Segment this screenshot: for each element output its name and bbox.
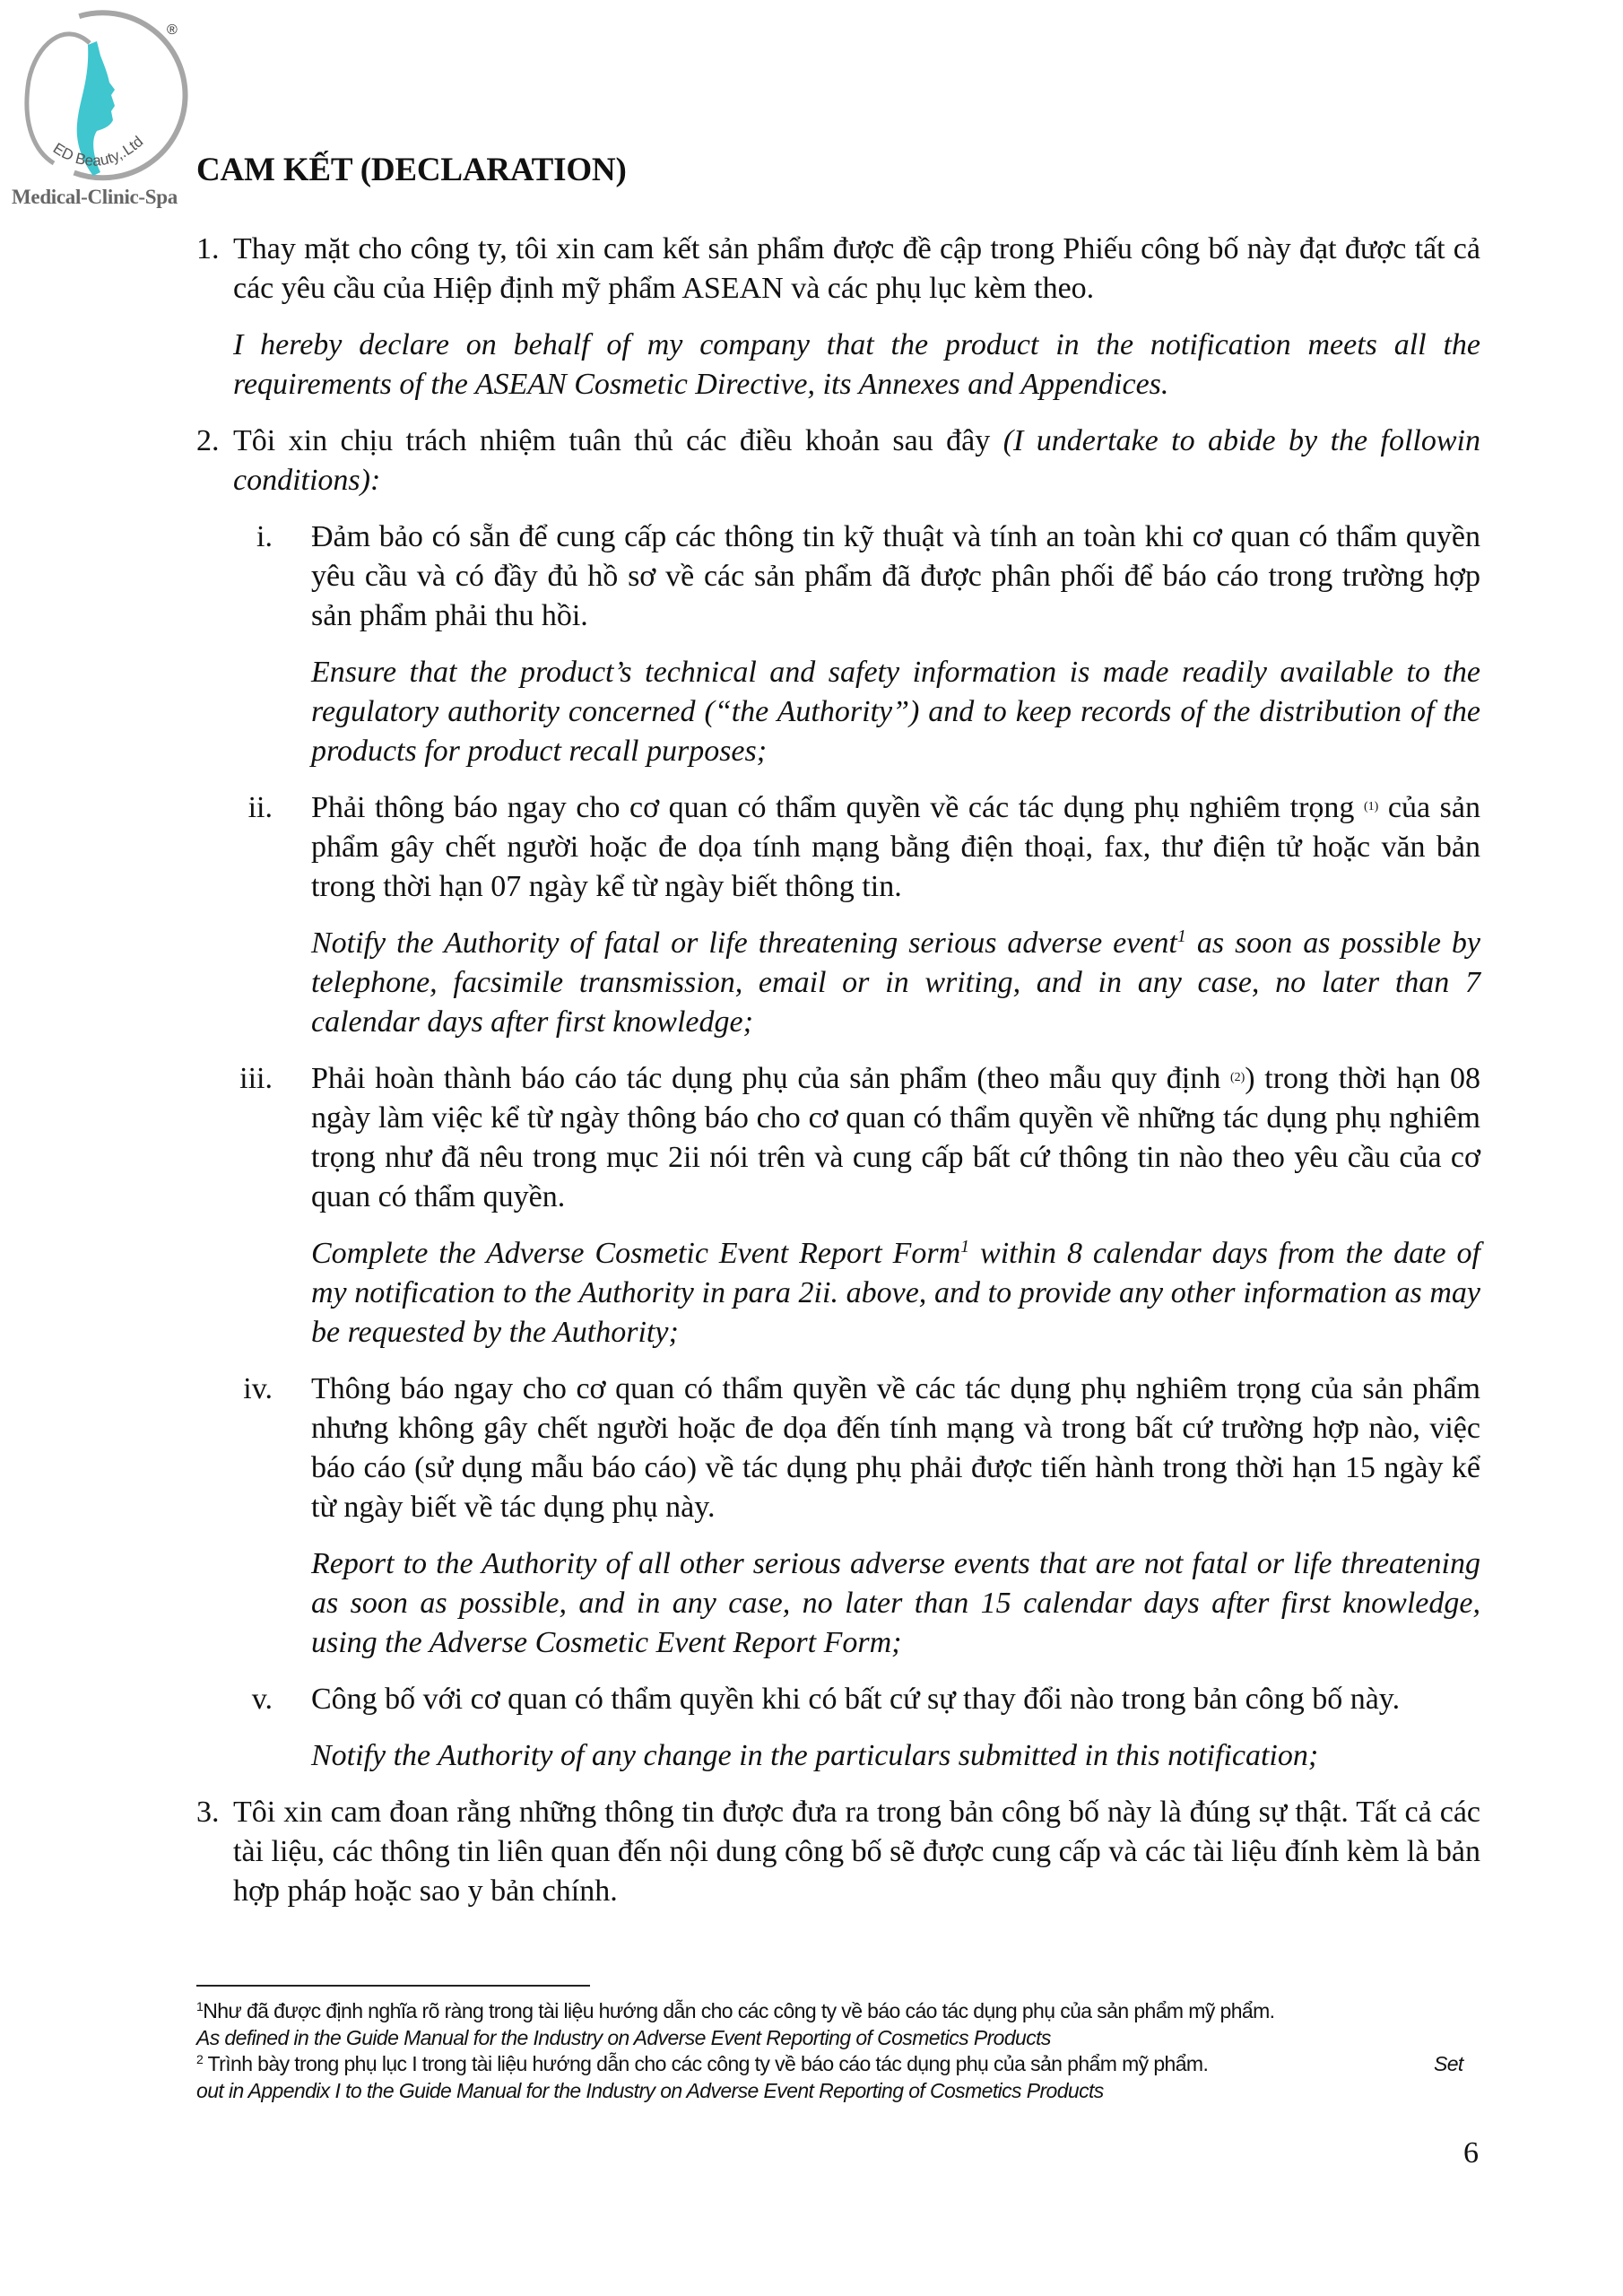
text-part: Phải thông báo ngay cho cơ quan có thẩm quyền về các tác dụng phụ nghiêm trọng (311, 791, 1365, 824)
logo-caption: Medical-Clinic-Spa (12, 186, 178, 208)
item-text-vi: Thay mặt cho công ty, tôi xin cam kết sản phẩm được đề cập trong Phiếu công bố này đạt được tất cả các yêu cầu của Hiệp định mỹ phẩm ASEAN và các phụ lục kèm theo. (233, 232, 1480, 305)
company-logo (0, 0, 206, 215)
sub-item-text-vi (311, 788, 1480, 907)
item-text-vi: Tôi xin chịu trách nhiệm tuân thủ các điều khoản sau đây (233, 424, 1003, 457)
footnotes (196, 1998, 1479, 2104)
footnote-1-vi (196, 1998, 1479, 2025)
footnote-1-en: As defined in the Guide Manual for the Industry on Adverse Event Reporting of Cosmetics Products (196, 2025, 1051, 2049)
sub-item-text-vi: Công bố với cơ quan có thẩm quyền khi có bất cứ sự thay đổi nào trong bản công bố này. (311, 1683, 1401, 1716)
item-text-en: (I undertake to abide by the followin conditions): (233, 424, 1481, 497)
declaration-item-3 (196, 1793, 1480, 1928)
text-part: Notify the Authority of fatal or life threatening serious adverse event (311, 926, 1177, 960)
item-text-vi: Tôi xin cam đoan rằng những thông tin được đưa ra trong bản công bố này là đúng sự thật. Tất cả các tài liệu, các thông tin liên quan đến nội dung công bố sẽ được cung cấp và các tài liệu đính kèm là bản hợp pháp hoặc sao y bản chính. (233, 1796, 1480, 1908)
item-text-en: I hereby declare on behalf of my company that the product in the notification meets all the requirements of the ASEAN Cosmetic Directive, its Annexes and Appendices. (233, 328, 1480, 401)
sub-item-iii (233, 1059, 1480, 1370)
sub-item-text-vi: Đảm bảo có sẵn để cung cấp các thông tin kỹ thuật và tính an toàn khi cơ quan có thẩm quyền yêu cầu và có đầy đủ hồ sơ về các sản phẩm đã được phân phối để báo cáo trong trường hợp sản phẩm phải thu hồi. (311, 520, 1480, 632)
svg-text:®: ® (167, 22, 178, 38)
logo-brand-text: ED Beauty,.Ltd (49, 133, 147, 170)
sub-item-text-en (311, 924, 1480, 1042)
sub-item-number: iv. (243, 1372, 273, 1405)
svg-text:ED Beauty,.Ltd (50, 133, 146, 170)
text-part: Phải hoàn thành báo cáo tác dụng phụ của sản phẩm (theo mẫu quy định (311, 1062, 1230, 1095)
footnote-text: Trình bày trong phụ lục I trong tài liệu hướng dẫn cho các công ty về báo cáo tác dụng phụ của sản phẩm mỹ phẩm. (203, 2052, 1209, 2076)
sub-item-text-en (311, 1234, 1480, 1352)
page-title: CAM KẾT (DECLARATION) (196, 152, 627, 188)
text-part: của sản phẩm gây chết người hoặc đe dọa tính mạng bằng điện thoại, fax, thư điện tử hoặc văn bản trong thời hạn 07 ngày kể từ ngày biết thông tin. (311, 791, 1480, 903)
sub-item-text-vi (311, 1059, 1480, 1217)
footnote-ref: (1) (1364, 800, 1379, 813)
item-number: 1. (196, 232, 220, 265)
footnote-text: Như đã được định nghĩa rõ ràng trong tài liệu hướng dẫn cho các công ty về báo cáo tác dụng phụ của sản phẩm mỹ phẩm. (203, 1999, 1275, 2022)
footnote-ref: 1 (960, 1237, 970, 1257)
text-part: ) trong thời hạn 08 ngày làm việc kể từ ngày thông báo cho cơ quan có thẩm quyền về những tác dụng phụ nghiêm trọng như đã nêu trong mục 2ii nói trên và cung cấp bất cứ thông tin nào theo yêu cầu của cơ quan có thẩm quyền. (311, 1062, 1481, 1213)
footnote-ref: 1 (1176, 926, 1186, 946)
declaration-item-1 (196, 230, 1480, 422)
footnote-separator (196, 1985, 590, 1987)
page-number: 6 (1463, 2136, 1479, 2170)
sub-item-number: i. (256, 520, 273, 553)
sub-item-number: ii. (247, 791, 273, 824)
sub-item-text-en: Notify the Authority of any change in the particulars submitted in this notification; (311, 1739, 1319, 1772)
text-part: Complete the Adverse Cosmetic Event Report Form (311, 1237, 961, 1270)
sub-item-number: v. (251, 1683, 273, 1716)
sub-item-number: iii. (239, 1062, 273, 1095)
footnote-ref: (2) (1229, 1071, 1245, 1084)
declaration-item-2 (196, 422, 1480, 517)
logo-emblem-icon (0, 0, 206, 188)
item-text (233, 422, 1480, 500)
sub-item-text-en: Ensure that the product’s technical and safety information is made readily available to the regulatory authority concerned (“the Authority”) and to keep records of the distribution of the products for product recall purposes; (311, 656, 1480, 768)
sub-item-i (233, 517, 1480, 788)
footnote-mark: 2 (196, 2052, 204, 2067)
footnote-2-en: out in Appendix I to the Guide Manual for the Industry on Adverse Event Reporting of Cosmetics Products (196, 2078, 1104, 2102)
sub-item-iv (233, 1370, 1480, 1680)
footnote-text-en-start: Set (1434, 2052, 1463, 2076)
sub-item-text-en: Report to the Authority of all other serious adverse events that are not fatal or life threatening as soon as possible, and in any case, no later than 15 calendar days after first knowledge, using the Adverse Cosmetic Event Report Form; (311, 1547, 1480, 1659)
item-number: 2. (196, 424, 220, 457)
declaration-body (196, 230, 1480, 1928)
sub-item-v (233, 1680, 1480, 1793)
footnote-mark: 1 (196, 1999, 204, 2013)
item-number: 3. (196, 1796, 220, 1829)
sub-item-text-vi: Thông báo ngay cho cơ quan có thẩm quyền về các tác dụng phụ nghiêm trọng của sản phẩm nhưng không gây chết người hoặc đe dọa đến tính mạng và trong bất cứ trường hợp nào, việc báo cáo (sử dụng mẫu báo cáo) về tác dụng phụ phải được tiến hành trong thời hạn 15 ngày kể từ ngày biết về tác dụng phụ này. (311, 1372, 1480, 1524)
footnote-2-vi (196, 2051, 1479, 2078)
text-part: within 8 calendar days from the date of my notification to the Authority in para 2ii. above, and to provide any other information as may be requested by the Authority; (311, 1237, 1480, 1349)
sub-item-ii (233, 788, 1480, 1059)
text-part: as soon as possible by telephone, facsimile transmission, email or in writing, and in any case, no later than 7 calendar days after first knowledge; (311, 926, 1480, 1039)
